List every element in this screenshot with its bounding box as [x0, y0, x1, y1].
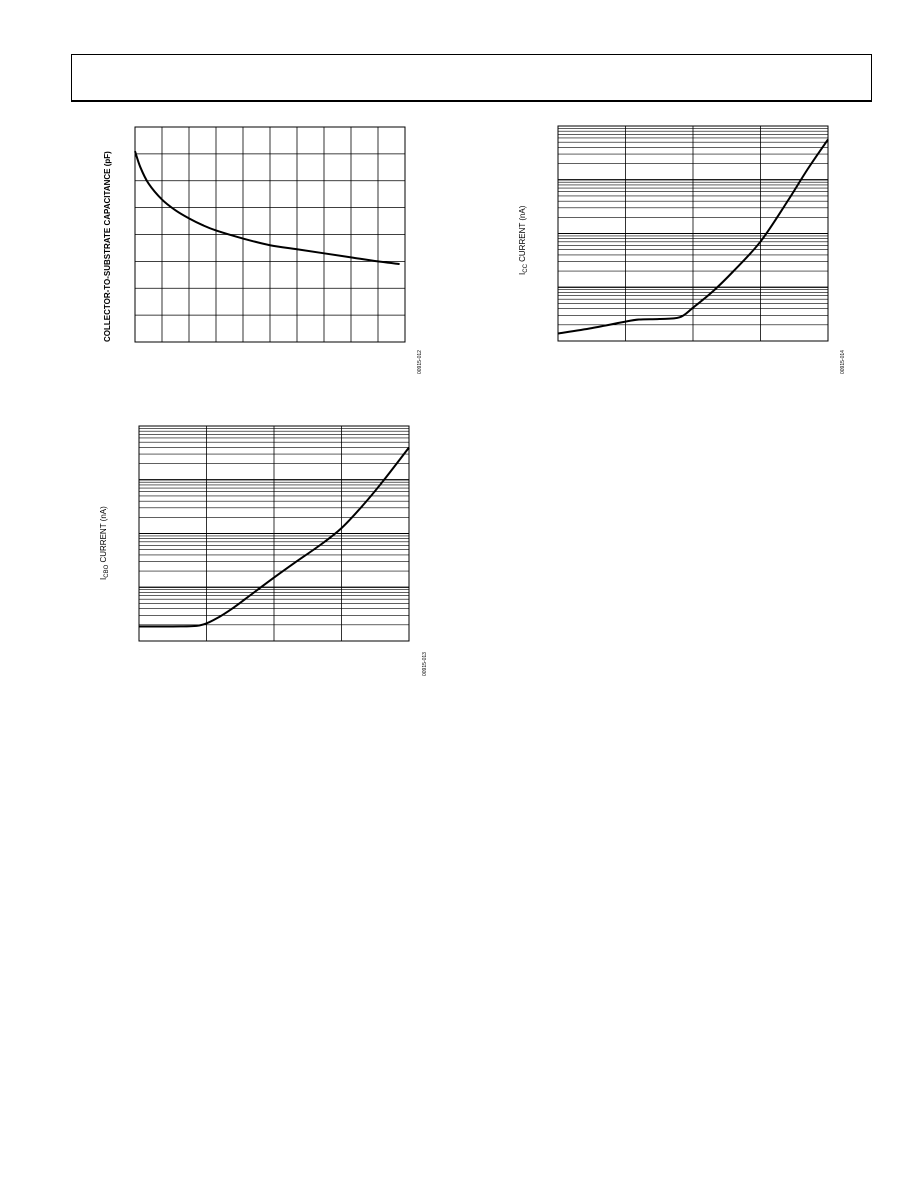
c1-grid: [135, 127, 405, 342]
page-header-frame: [71, 54, 872, 102]
capacitance-chart-plot: [135, 127, 405, 342]
icbo-current-chart-figure-id: 00915-013: [422, 652, 428, 676]
icbo-current-chart-plot: [139, 426, 409, 641]
capacitance-chart: [135, 127, 405, 342]
icc-current-chart-ylabel: $I_{CC}$ CURRENT (nA): [518, 205, 529, 275]
icc-current-chart-figure-id: 00915-014: [840, 350, 846, 374]
capacitance-chart-ylabel: COLLECTOR-TO-SUBSTRATE CAPACITANCE (pF): [103, 151, 112, 342]
icc-current-chart-plot: [558, 126, 828, 341]
icbo-current-chart: [139, 426, 409, 641]
capacitance-chart-figure-id: 00915-012: [417, 350, 423, 374]
icbo-current-chart-ylabel: $I_{CBO}$ CURRENT (nA): [99, 506, 110, 580]
icc-current-chart: [558, 126, 828, 341]
c3-grid: [139, 426, 409, 641]
